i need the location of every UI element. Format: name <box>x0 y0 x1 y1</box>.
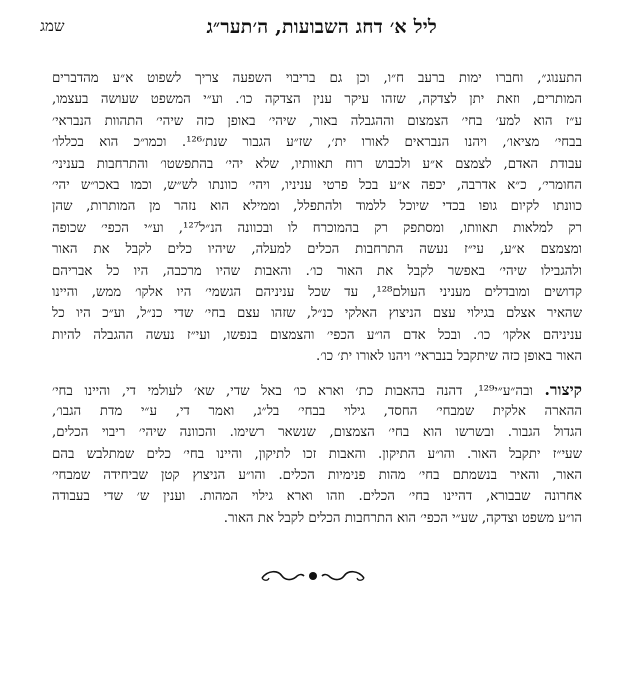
summary-lead: קיצור. <box>544 380 582 400</box>
paragraph-main <box>52 68 582 367</box>
text-body <box>52 68 582 529</box>
text-line-rest: ובה״ע״י¹²⁹, דהנה בהאבות כת׳ וארא כו׳ באל שדי, שא׳ לעולמי די, והיינו בחי׳ <box>52 384 545 400</box>
text-line: התענוג״, וחברו ימות ברעב ח״ו, וכן גם בריבוי השפעה צריך לשפוט א״ע מהדברים <box>52 71 582 86</box>
text-line: כוונתו לקיום גופו בכדי שיוכל ללמוד ולהתפלל, וממילא הוא נזהר מן המותרות, שהן <box>52 199 582 215</box>
text-line: ע״ז הוא למע׳ בחי׳ הצמצום וההגבלה באור, שיהי׳ באופן כזה שיהי׳ התהוות הנבראי׳ <box>52 113 582 129</box>
paragraph-summary <box>52 379 582 529</box>
text-line: המותרים, וזאת יתן לצדקה, שזהו עיקר ענין הצדקה כו׳. וע״י המשפט שעושה בעצמו, <box>52 92 582 108</box>
text-line: האור באופן כזה שיתקבל בנבראי׳ ויהנו לאורו ית׳ כו׳. <box>315 349 582 365</box>
running-header <box>40 12 597 42</box>
text-line: ולהגבילו שיהי׳ באפשר לקבל את האור כו׳. והאבות שהיו מרכבה, היו כל אבריהם <box>52 263 582 279</box>
text-line: האור, והאיר בנשמתם בחי׳ מהות פנימיות הכלים. והו״ע הניצוץ קטן שביחידה שמבחי׳ <box>52 468 582 484</box>
text-line: עניניהם אלקו׳ כו׳. ובכל אדם הו״ע הכפי׳ והצמצום בנפשו, ועי״ז נעשה ההגבלה להיות <box>52 327 582 343</box>
text-line: ומצמצם א״ע, עי״ז נעשה התרחבות הכלים למעלה, שיהיו כלים לקבל את האור <box>52 242 582 258</box>
text-line: שהאיר אצלם בגילוי עצם הניצוץ האלקי כנ״ל, שזהו עצם בחי׳ שדי כנ״ל, וע״כ היו כל <box>52 306 582 322</box>
page-number: שמג <box>40 17 65 35</box>
text-line: רק למלאות תאוותו, ומסתפק רק בהמוכרח לו ובכוונה הנ״ל¹²⁷, וע״י הכפי׳ שכופה <box>52 220 582 236</box>
text-line: הגדול הגבור. ובשרשו הוא בחי׳ הצמצום, שנשאר רשימו. והכוונה שיהי׳ ריבוי הכלים, <box>52 425 582 441</box>
page-title: ליל א׳ דחג השבועות, ה׳תער״ג <box>206 16 437 38</box>
text-line: ההארה אלקית שמבחי׳ החסד, גילוי בבחי׳ בל״ג, ואמר די, ע״י מדת הגבו׳, <box>52 403 582 419</box>
ornament-flourish-icon <box>258 566 368 586</box>
text-line: הו״ע משפט וצדקה, שע״י הכפי׳ הוא התרחבות הכלים לקבל את האור. <box>223 510 582 526</box>
text-line <box>52 379 582 400</box>
text-line: החומרי׳, כ״א אדרבה, יכפה א״ע בכל פרטי עניניו, ויהי׳ כוונתו לש״ש, וכמו באכו״ש יהי׳ <box>52 177 582 193</box>
text-line: בבחי׳ מציאו׳, ויהנו הנבראים לאורו ית׳, שז״ע הגבור שנת׳¹²⁶. וכמו״כ הוא בכללו׳ <box>52 135 582 151</box>
text-line: קדושים ומובדלים מעניני העולם¹²⁸, עד שכל עניניהם הגשמי׳ היו אלקו׳ ממש, והיינו <box>52 284 582 300</box>
text-line: שעי״ז יתקבל האור. והו״ע התיקון. והאבות זכו לתיקון, והיינו בחי׳ כלים שמתלבש בהם <box>52 446 582 462</box>
text-line: עבודת האדם, לצמצם א״ע ולכבוש רוח תאוותיו, שלא יהי׳ בהתפשטו׳ והתרחבות בעניני׳ <box>52 156 582 172</box>
text-line: אחרונה שבבורא, דהיינו בחי׳ הכלים. וזהו וארא גילוי המהות. וענין ש׳ שדי בעבודה <box>52 489 582 505</box>
